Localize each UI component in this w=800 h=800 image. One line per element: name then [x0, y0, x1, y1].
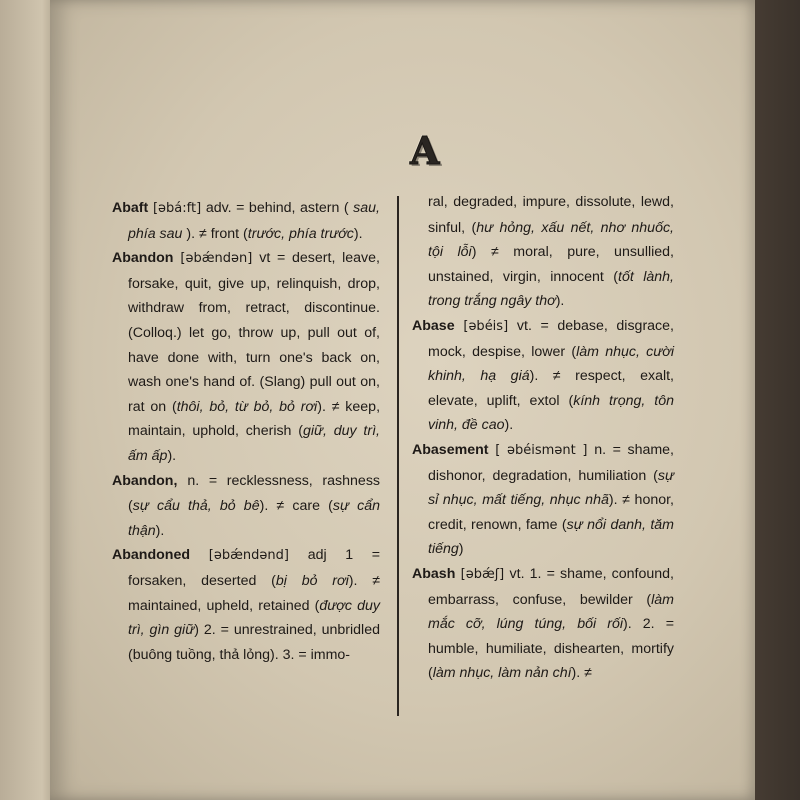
- vietnamese-gloss: được duy trì, gìn giữ: [128, 597, 381, 639]
- definition-text: ral, degraded, impure, dissolute, lewd, sinful, (: [428, 194, 674, 236]
- book-page: [50, 0, 755, 800]
- definition-text: adj 1 = forsaken, deserted (: [128, 547, 380, 589]
- column-divider: [397, 196, 399, 716]
- definition-text: ). ≠ keep, maintain, uphold, cherish (: [128, 398, 381, 440]
- definition-text: ). ≠ honor, credit, renown, fame (: [428, 492, 674, 533]
- vietnamese-gloss: sự nổi danh, tăm tiếng: [428, 516, 675, 558]
- dictionary-entry: [112, 469, 380, 544]
- vietnamese-gloss: làm nhục, cười khinh, hạ giá: [428, 343, 674, 385]
- definition-text: ) 2. = unrestrained, unbridled (buông tuồng, thả lỏng). 3. = immo-: [128, 622, 380, 663]
- pronunciation: [əbǽʃ]: [455, 566, 510, 582]
- pronunciation: [əbá:ft]: [148, 201, 206, 216]
- definition-text: ).: [353, 225, 363, 242]
- headword: Abaft: [112, 200, 149, 216]
- vietnamese-gloss: sự cẩn thận: [128, 498, 381, 539]
- dictionary-entry: [412, 314, 674, 438]
- headword: Abash: [412, 565, 456, 582]
- pronunciation: [ əbéismənt ]: [488, 442, 595, 458]
- definition-text: n. = shame, dishonor, degradation, humiliation (: [428, 441, 674, 484]
- dictionary-entry: [112, 246, 380, 468]
- headword: Abandon: [112, 250, 174, 267]
- headword: Abandon,: [112, 472, 178, 489]
- vietnamese-gloss: sau, phía sau: [128, 200, 380, 242]
- pronunciation: [əbǽndənd]: [190, 548, 308, 564]
- definition-text: adv. = behind, astern (: [205, 200, 354, 216]
- vietnamese-gloss: giữ, duy trì, ấm ấp: [128, 423, 380, 464]
- headword: Abasement: [412, 441, 489, 458]
- definition-text: ). ≠ care (: [259, 498, 333, 515]
- definition-text: ).: [155, 522, 165, 539]
- definition-text: vt. = debase, disgrace, mock, despise, lower (: [428, 317, 674, 360]
- vietnamese-gloss: làm mắc cỡ, lúng túng, bối rối: [428, 591, 674, 633]
- vietnamese-gloss: tốt lành, trong trắng ngây thơ: [428, 268, 674, 310]
- vietnamese-gloss: bị bỏ rơi: [275, 572, 349, 589]
- vietnamese-gloss: sự sỉ nhục, mất tiếng, nhục nhã: [428, 467, 674, 509]
- definition-text: ): [458, 541, 464, 558]
- definition-text: n. = recklessness, rashness (: [128, 472, 381, 515]
- pronunciation: [əbéis]: [454, 318, 517, 334]
- vietnamese-gloss: kính trọng, tôn vinh, đề cao: [428, 392, 675, 434]
- definition-text: ). ≠ maintained, upheld, retained (: [128, 572, 380, 614]
- dictionary-entry: [112, 196, 380, 246]
- vietnamese-gloss: làm nhục, làm nản chí: [432, 665, 572, 682]
- section-letter: A: [410, 128, 440, 173]
- pronunciation: [əbǽndən]: [173, 251, 260, 267]
- dictionary-entry: [412, 562, 674, 686]
- pronunciation: [177, 474, 187, 489]
- definition-text: ). 2. = humble, humiliate, dishearten, mortify (: [428, 616, 675, 682]
- definition-text: ). ≠ respect, exalt, elevate, uplift, extol (: [428, 368, 674, 409]
- definition-text: vt = desert, leave, forsake, quit, give up, relinquish, drop, withdraw from, retract, discontinue. (Colloq.) let go, throw up, pull out of, have done with, turn one's back on, wash one's hand of. (Slang) pull out on, rat on (: [128, 250, 380, 415]
- definition-text: ).: [555, 293, 565, 310]
- definition-text: ). ≠ front (: [182, 225, 248, 242]
- dictionary-entry-continued: [412, 190, 674, 314]
- right-column: [412, 190, 674, 686]
- dictionary-entry: [412, 438, 674, 562]
- headword: Abandoned: [112, 547, 191, 564]
- vietnamese-gloss: hư hỏng, xấu nết, nhơ nhuốc, tội lỗi: [428, 219, 675, 261]
- vietnamese-gloss: thôi, bỏ, từ bỏ, bỏ rơi: [176, 398, 318, 415]
- headword: Abase: [412, 317, 455, 334]
- definition-text: ) ≠ moral, pure, unsullied, unstained, virgin, innocent (: [428, 244, 674, 285]
- definition-text: ). ≠: [571, 665, 592, 682]
- vietnamese-gloss: sự cẩu thả, bỏ bê: [132, 498, 260, 515]
- left-column: [112, 196, 380, 667]
- definition-text: ).: [167, 447, 177, 464]
- dictionary-entry: [112, 543, 380, 667]
- definition-text: vt. 1. = shame, confound, embarrass, confuse, bewilder (: [428, 565, 674, 608]
- definition-text: ).: [504, 417, 514, 434]
- vietnamese-gloss: trước, phía trước: [247, 225, 354, 242]
